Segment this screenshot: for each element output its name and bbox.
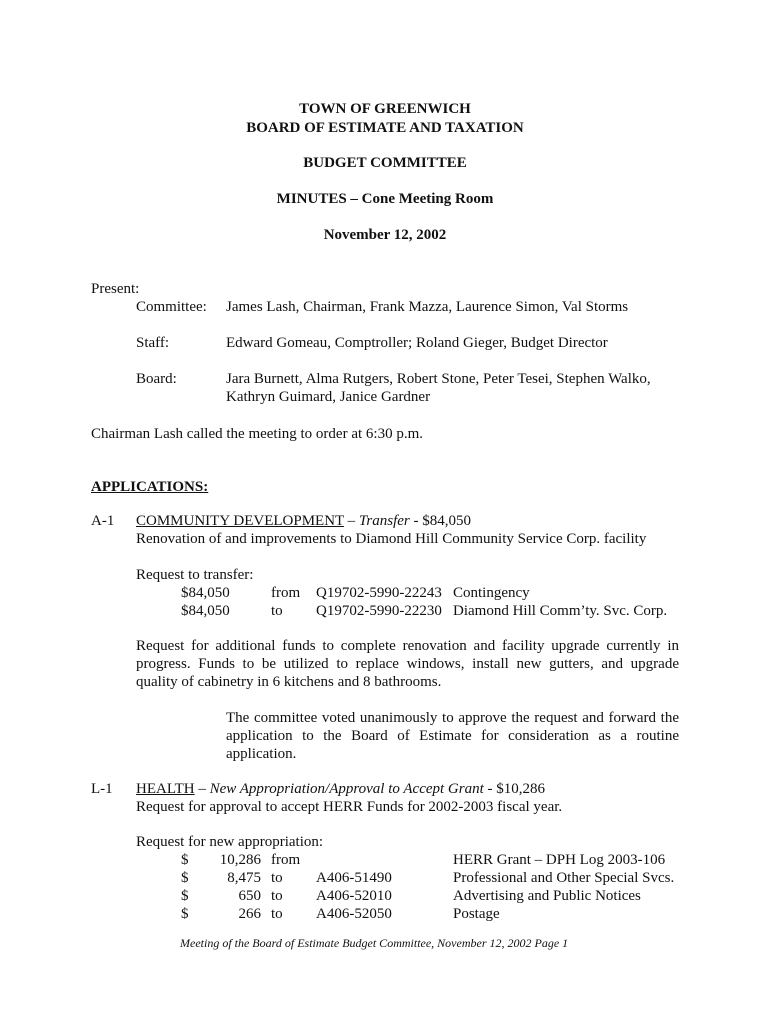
l1-subtitle: Request for approval to accept HERR Funds for 2002-2003 fiscal year. [136,799,563,815]
l1-row-dir: to [271,870,283,886]
l1-title [136,780,545,798]
a1-paragraph-line1: Request for additional funds to complete renovation and facility upgrade currently in [136,638,679,654]
l1-row-amount [191,851,261,869]
committee-names: James Lash, Chairman, Frank Mazza, Laurence Simon, Val Storms [226,299,629,315]
page-footer: Meeting of the Board of Estimate Budget Committee, November 12, 2002 Page 1 [180,936,569,950]
a1-dept: COMMUNITY DEVELOPMENT [136,513,344,529]
board-names-line1: Jara Burnett, Alma Rutgers, Robert Stone, Peter Tesei, Stephen Walko, [226,371,651,387]
staff-names: Edward Gomeau, Comptroller; Roland Gieger, Budget Director [226,335,608,351]
l1-row-amount [191,905,261,923]
l1-row-account: A406-52050 [316,906,392,922]
a1-title [136,512,471,530]
a1-row-account: Q19702-5990-22230 [316,603,442,619]
a1-row-amount: $84,050 [181,585,230,601]
board-names-line2: Kathryn Guimard, Janice Gardner [226,389,431,405]
a1-vote-line2: application to the Board of Estimate for consideration as a routine [226,728,679,744]
a1-vote-line3: application. [226,746,297,762]
board-label: Board: [136,371,177,387]
a1-paragraph-line2: progress. Funds to be utilized to replace windows, install new gutters, and upgrade [136,656,679,672]
l1-row-amount-value: 8,475 [227,870,261,886]
a1-row-desc: Contingency [453,585,530,601]
header-minutes: MINUTES – Cone Meeting Room [276,191,494,207]
l1-row-amount [191,887,261,905]
l1-row-amount-value: 650 [238,888,261,904]
l1-row-amount-value: 10,286 [219,852,261,868]
l1-row-desc: Professional and Other Special Svcs. [453,870,675,886]
l1-type: New Appropriation/Approval to Accept Grant [209,781,484,797]
l1-row-dollar: $ [181,888,189,904]
l1-dash: – [194,781,210,797]
header-date: November 12, 2002 [323,227,447,243]
header-committee: BUDGET COMMITTEE [303,155,467,171]
l1-row-dollar: $ [181,852,189,868]
l1-row-dir: from [271,852,301,868]
l1-row-amount-value: 266 [238,906,261,922]
l1-row-desc: Postage [453,906,500,922]
l1-row-dir: to [271,888,283,904]
a1-type: Transfer [358,513,410,529]
present-label: Present: [91,281,140,297]
a1-row-account: Q19702-5990-22243 [316,585,442,601]
l1-row-dollar: $ [181,906,189,922]
a1-paragraph-line3: quality of cabinetry in 6 kitchens and 8 bathrooms. [136,674,442,690]
l1-code: L-1 [91,781,113,797]
l1-row-desc: Advertising and Public Notices [453,888,641,904]
header-board: BOARD OF ESTIMATE AND TAXATION [246,120,524,136]
l1-dept: HEALTH [136,781,195,797]
call-to-order: Chairman Lash called the meeting to order at 6:30 p.m. [91,426,423,442]
a1-row-dir: to [271,603,283,619]
l1-request-label: Request for new appropriation: [136,834,324,850]
l1-row-account: A406-51490 [316,870,392,886]
a1-row-amount: $84,050 [181,603,230,619]
a1-amount: - $84,050 [409,513,472,529]
l1-row-desc: HERR Grant – DPH Log 2003-106 [453,852,666,868]
a1-dash: – [343,513,359,529]
l1-row-dollar: $ [181,870,189,886]
a1-row-desc: Diamond Hill Comm’ty. Svc. Corp. [453,603,668,619]
l1-row-dir: to [271,906,283,922]
a1-row-dir: from [271,585,301,601]
a1-request-label: Request to transfer: [136,567,254,583]
a1-vote-line1: The committee voted unanimously to approve the request and forward the [226,710,679,726]
a1-subtitle: Renovation of and improvements to Diamond Hill Community Service Corp. facility [136,531,647,547]
applications-heading: APPLICATIONS: [91,479,209,495]
a1-code: A-1 [91,513,115,529]
header-town: TOWN OF GREENWICH [299,101,471,117]
l1-amount: - $10,286 [483,781,546,797]
l1-row-amount [191,869,261,887]
committee-label: Committee: [136,299,207,315]
staff-label: Staff: [136,335,170,351]
l1-row-account: A406-52010 [316,888,392,904]
